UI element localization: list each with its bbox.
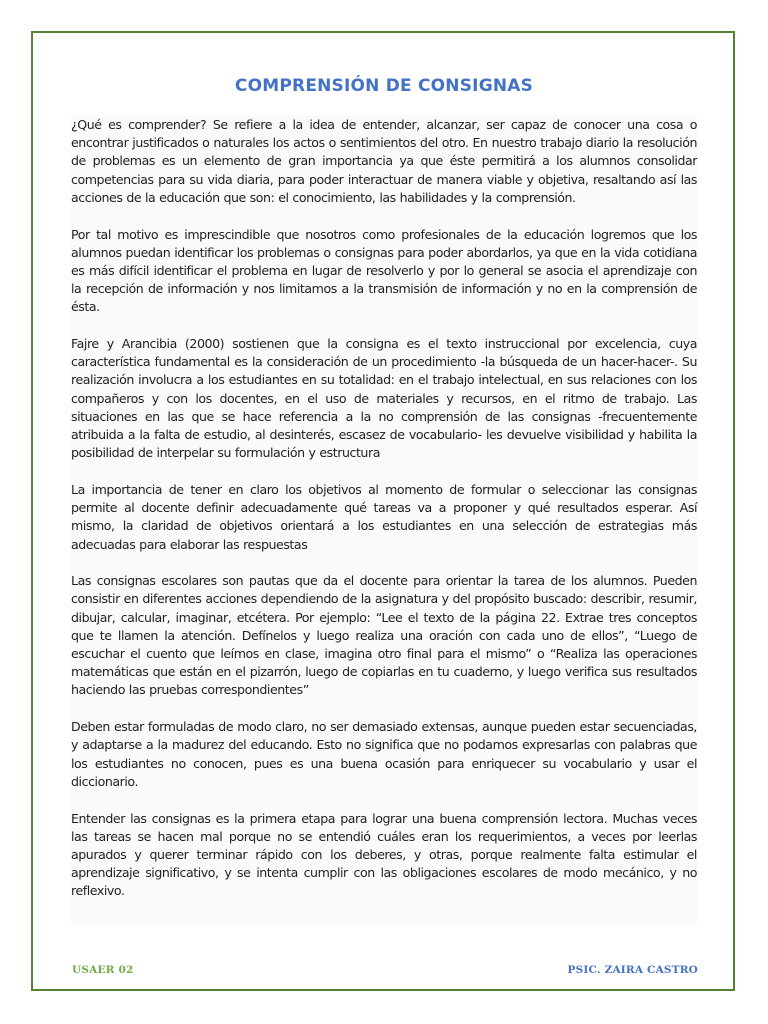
paragraph-4: La importancia de tener en claro los objetivos al momento de formular o seleccionar las consignas permite al docente definir adecuadamente qué tareas va a proponer y qué resultados esperar. Así mismo, la claridad de objetivos orientará a los estudiantes en una selección de estrategias más adecuadas para elaborar las respuestas	[71, 481, 697, 552]
footer-right-label: PSIC. ZAIRA CASTRO	[567, 964, 698, 976]
document-body	[70, 116, 698, 924]
paragraph-2: Por tal motivo es imprescindible que nosotros como profesionales de la educación logremos que los alumnos puedan identificar los problemas o consignas para poder abordarlos, ya que en la vida cotidiana es más difícil identificar el problema en lugar de resolverlo y por lo general se asocia el aprendizaje con la recepción de información y nos limitamos a la transmisión de información y no en la comprensión de ésta.	[71, 226, 697, 315]
paragraph-1: ¿Qué es comprender? Se refiere a la idea de entender, alcanzar, ser capaz de conocer una cosa o encontrar justificados o naturales los actos o sentimientos del otro. En nuestro trabajo diario la resolución de problemas es un elemento de gran importancia ya que éste permitirá a los alumnos consolidar competencias para su vida diaria, para poder interactuar de manera viable y objetiva, resaltando así las acciones de la educación que son: el conocimiento, las habilidades y la comprensión.	[71, 117, 697, 205]
paragraph-6: Deben estar formuladas de modo claro, no ser demasiado extensas, aunque pueden estar secuenciadas, y adaptarse a la madurez del educando. Esto no significa que no podamos expresarlas con palabras que los estudiantes no conocen, pues es una buena ocasión para enriquecer su vocabulario y usar el diccionario.	[71, 719, 697, 789]
footer-left-label: USAER 02	[72, 964, 134, 976]
paragraph-5: Las consignas escolares son pautas que da el docente para orientar la tarea de los alumnos. Pueden consistir en diferentes acciones dependiendo de la asignatura y del propósito buscado: describir, resumir, dibujar, calcular, imaginar, etcétera. Por ejemplo: “Lee el texto de la página 22. Extrae tres conceptos que te llamen la atención. Defínelos y luego realiza una oración con cada uno de ellos”, “Luego de escuchar el cuento que leímos en clase, imagina otro final para el mismo” o “Realiza las operaciones matemáticas que están en el pizarrón, luego de copiarlas en tu cuaderno, y luego verifica sus resultados haciendo las pruebas correspondientes”	[71, 573, 697, 698]
document-title: COMPRENSIÓN DE CONSIGNAS	[234, 76, 534, 96]
paragraph-7: Entender las consignas es la primera etapa para lograr una buena comprensión lectora. Muchas veces las tareas se hacen mal porque no se entendió cuáles eran los requerimientos, a veces por leerlas apurados y querer terminar rápido con los deberes, y otras, porque realmente falta estimular el aprendizaje significativo, y se intenta cumplir con las obligaciones escolares de modo mecánico, y no reflexivo.	[71, 810, 697, 899]
paragraph-3: Fajre y Arancibia (2000) sostienen que la consigna es el texto instruccional por excelencia, cuya característica fundamental es la consideración de un procedimiento -la búsqueda de un hacer-hacer-. Su realización involucra a los estudiantes en su totalidad: en el trabajo intelectual, en sus relaciones con los compañeros y con los docentes, en el uso de materiales y recursos, en el ritmo de trabajo. Las situaciones en las que se hace referencia a la no comprensión de las consignas -frecuentemente atribuida a la falta de estudio, al desinterés, escasez de vocabulario- les devuelve visibilidad y habilita la posibilidad de interpelar su formulación y estructura	[71, 336, 697, 461]
